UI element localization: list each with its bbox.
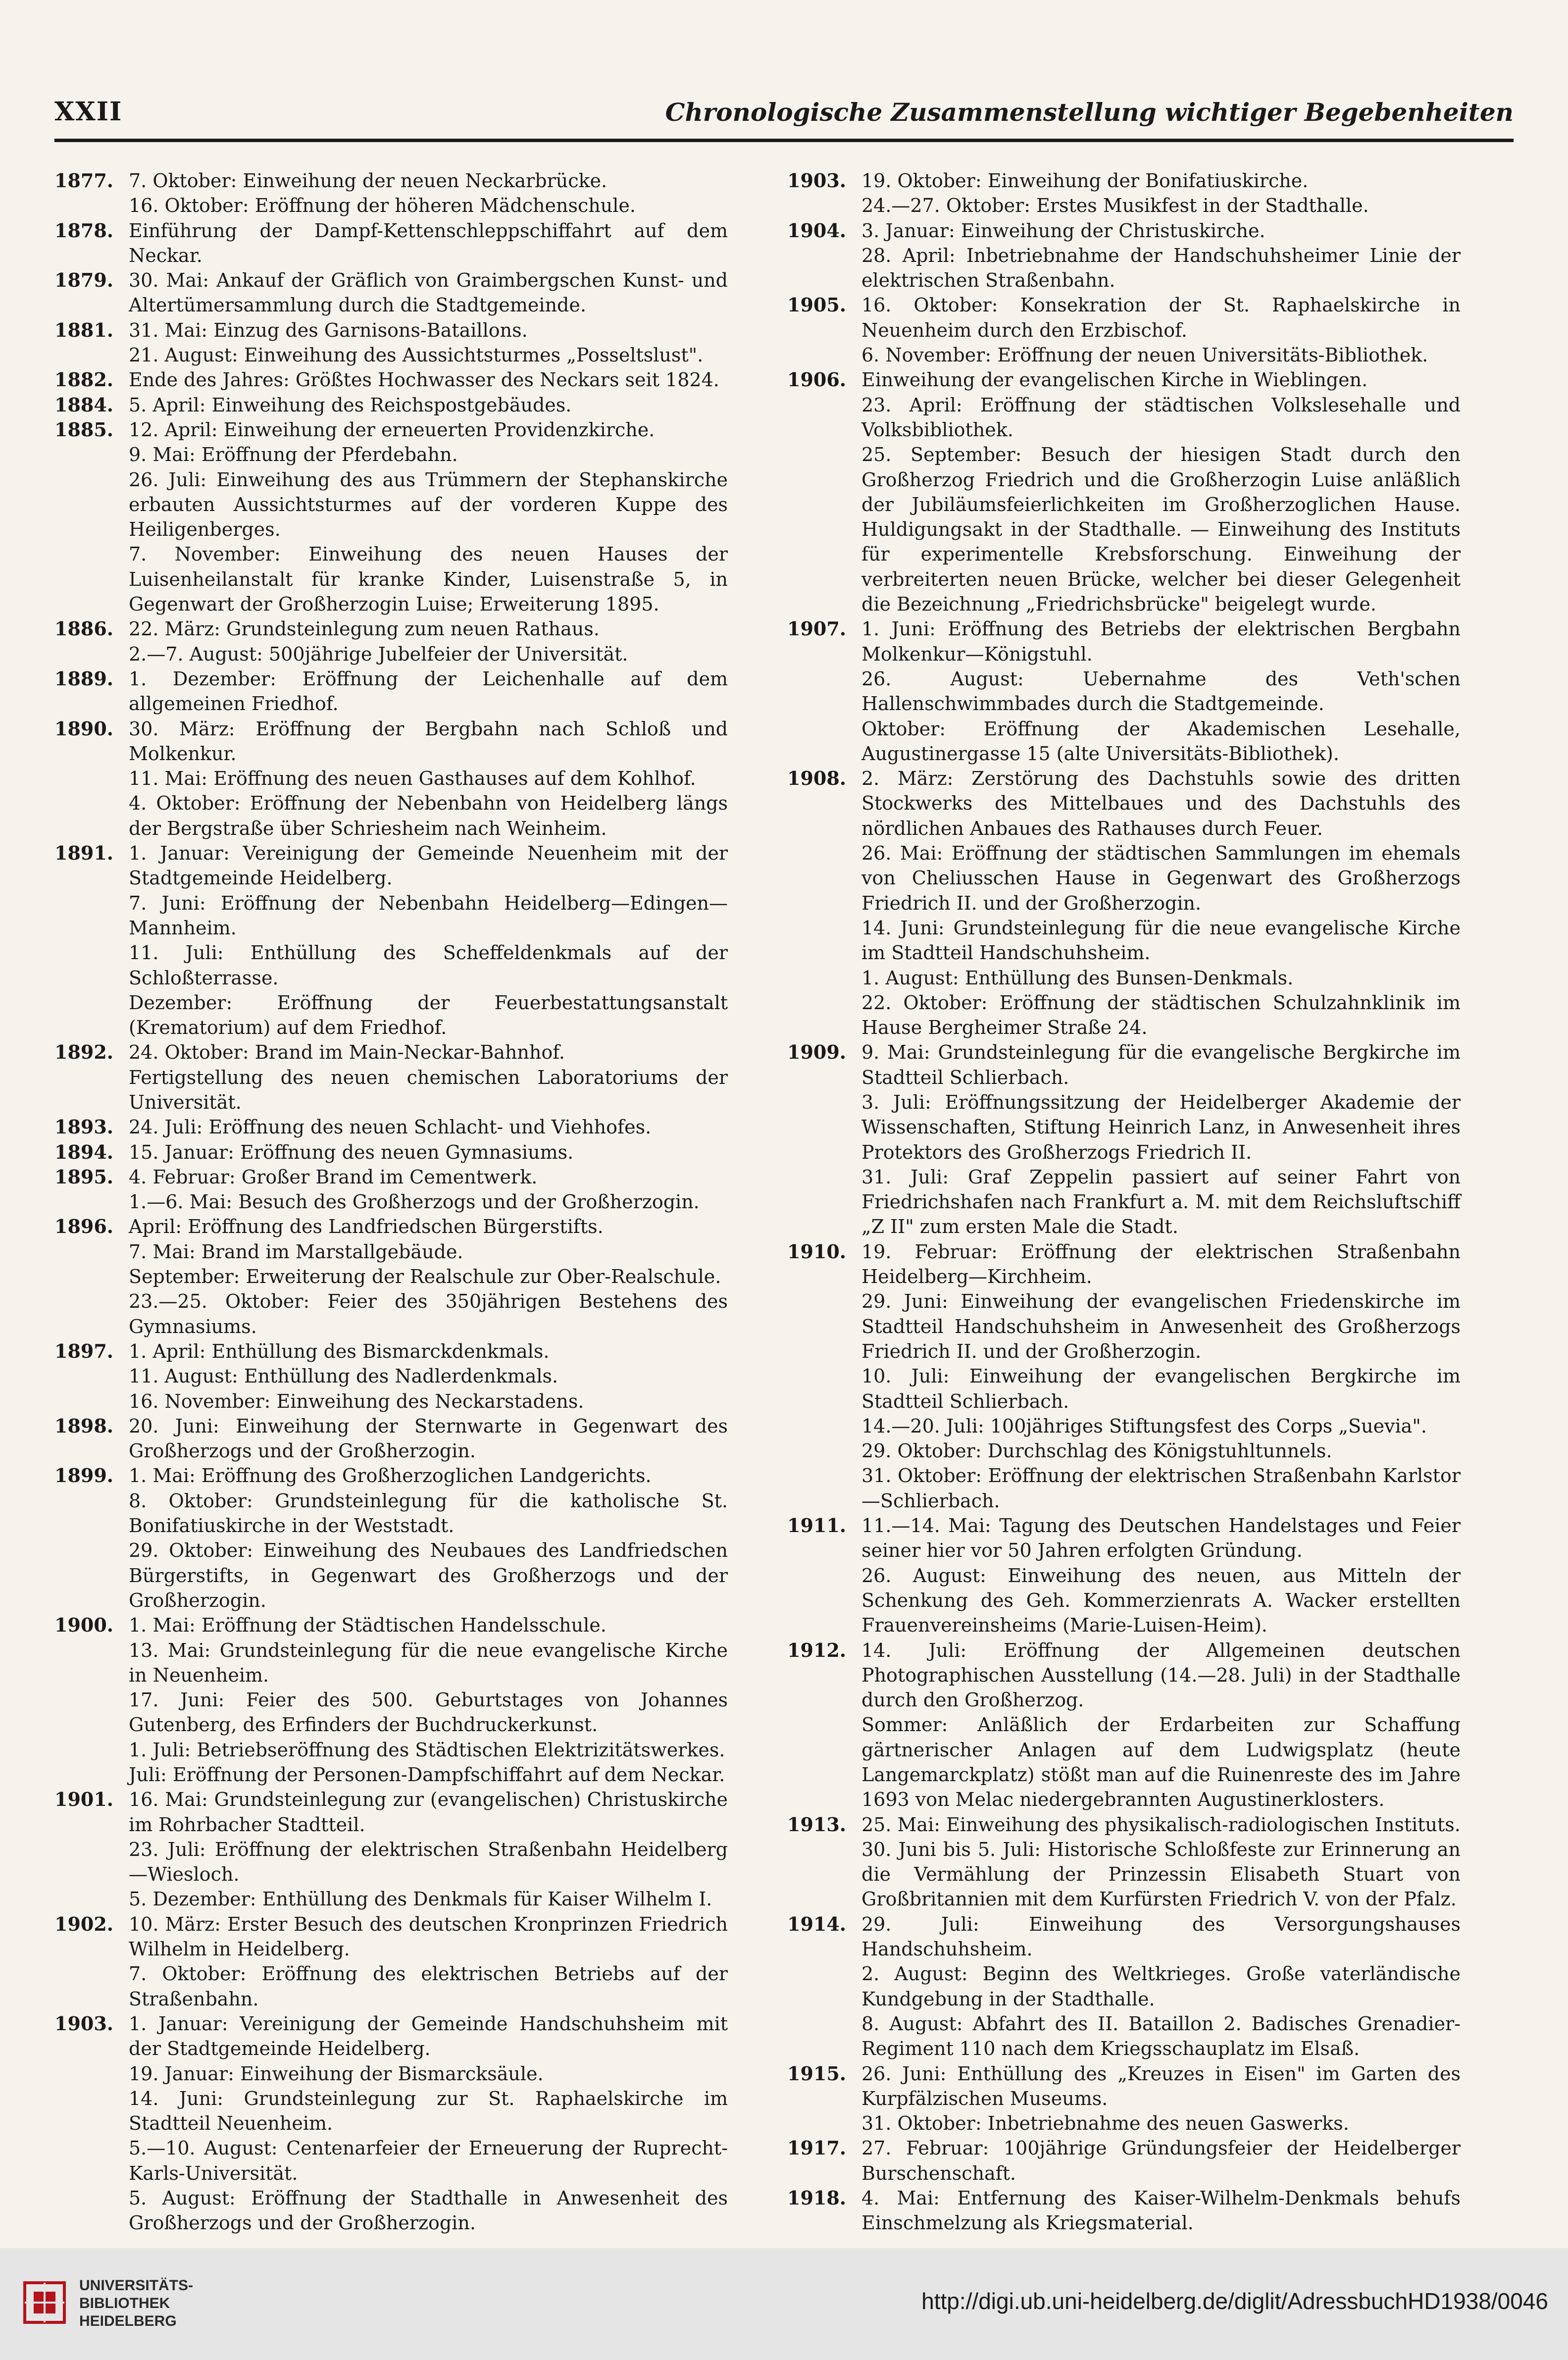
event-line: 29. Juni: Einweihung der evangelischen Friedenskirche im Stadtteil Handschuhsheim in Anwesenheit des Großherzogs Friedrich II. und der Großherzogin. <box>861 1290 1461 1362</box>
event-line: 11.—14. Mai: Tagung des Deutschen Handelstages und Feier seiner hier vor 50 Jahren erfolgten Gründung. <box>861 1515 1461 1562</box>
chronology-entry <box>787 293 1461 367</box>
event-line: Juli: Eröffnung der Personen-Dampfschiffahrt auf dem Neckar. <box>129 1764 725 1786</box>
entry-year: 1886. <box>54 617 113 640</box>
event-line: 1. Januar: Vereinigung der Gemeinde Neuenheim mit der Stadtgemeinde Heidelberg. <box>129 842 728 889</box>
entry-text <box>129 268 728 318</box>
entry-text <box>861 1513 1461 1638</box>
entry-year: 1881. <box>54 318 113 341</box>
event-line: 22. Oktober: Eröffnung der städtischen Schulzahnklinik im Hause Bergheimer Straße 24. <box>861 991 1461 1039</box>
entry-text <box>129 1214 728 1338</box>
event-line: 1. Mai: Eröffnung des Großherzoglichen Landgerichts. <box>129 1465 652 1487</box>
event-line: Oktober: Eröffnung der Akademischen Lesehalle, Augustinergasse 15 (alte Universitäts-Bibliothek). <box>861 718 1461 765</box>
chronology-entry <box>54 667 728 717</box>
event-line: 25. September: Besuch der hiesigen Stadt durch den Großherzog Friedrich und die Großherzogin Luise anläßlich der Jubiläumsfeierlichkeiten im Großherzoglichen Hause. Huldigungsakt in der Stadthalle. — Einweihung des Instituts für experimentelle Krebsforschung. Einweihung der verbreiterten neuen Brücke, welcher bei dieser Gelegenheit die Bezeichnung „Friedrichsbrücke" beigelegt wurde. <box>861 444 1461 616</box>
event-line: 11. August: Enthüllung des Nadlerdenkmals. <box>129 1365 558 1387</box>
library-name-line3: HEIDELBERG <box>79 2313 177 2329</box>
entry-year: 1908. <box>787 767 846 790</box>
event-line: 5.—10. August: Centenarfeier der Erneuerung der Ruprecht-Karls-Universität. <box>129 2137 728 2184</box>
event-line: 10. Juli: Einweihung der evangelischen Bergkirche im Stadtteil Schlierbach. <box>861 1365 1461 1412</box>
entry-year: 1912. <box>787 1639 846 1661</box>
entry-year: 1894. <box>54 1140 113 1163</box>
event-line: 8. Oktober: Grundsteinlegung für die katholische St. Bonifatiuskirche in der Weststadt. <box>129 1489 728 1537</box>
event-line: 23. April: Eröffnung der städtischen Volkslesehalle und Volksbibliothek. <box>861 394 1461 441</box>
library-name-line2: BIBLIOTHEK <box>79 2295 170 2311</box>
chronology-entry <box>54 268 728 318</box>
event-line: 8. August: Abfahrt des II. Bataillon 2. Badisches Grenadier-Regiment 110 nach dem Kriegsschauplatz im Elsaß. <box>861 2012 1461 2060</box>
entry-text <box>129 1040 728 1115</box>
event-line: 2.—7. August: 500jährige Jubelfeier der Universität. <box>129 643 628 665</box>
entry-text <box>861 2136 1461 2186</box>
chronology-entry <box>787 218 1461 293</box>
entry-text <box>129 393 728 417</box>
event-line: 25. Mai: Einweihung des physikalisch-radiologischen Instituts. <box>861 1813 1461 1836</box>
entry-year: 1900. <box>54 1614 113 1637</box>
entry-text <box>129 1463 728 1613</box>
event-line: 29. Oktober: Einweihung des Neubaues des Landfriedschen Bürgerstifts, in Gegenwart des Großherzogs und der Großherzogin. <box>129 1539 728 1611</box>
chronology-entry <box>54 1040 728 1115</box>
event-line: 1. Mai: Eröffnung der Städtischen Handelsschule. <box>129 1614 607 1637</box>
event-line: April: Eröffnung des Landfriedschen Bürgerstifts. <box>129 1216 604 1238</box>
entry-year: 1917. <box>787 2137 846 2159</box>
right-column <box>787 168 1461 2236</box>
event-line: 29. Oktober: Durchschlag des Königstuhltunnels. <box>861 1440 1332 1462</box>
library-logo[interactable] <box>20 2268 228 2342</box>
chronology-entry <box>787 766 1461 1040</box>
entry-text <box>129 1140 728 1165</box>
event-line: 4. Mai: Entfernung des Kaiser-Wilhelm-Denkmals behufs Einschmelzung als Kriegsmaterial. <box>861 2187 1461 2234</box>
footer-bar <box>0 2248 1568 2360</box>
chronology-entry <box>54 218 728 268</box>
event-line: 29. Juli: Einweihung des Versorgungshauses Handschuhsheim. <box>861 1913 1461 1960</box>
event-line: 11. Mai: Eröffnung des neuen Gasthauses auf dem Kohlhof. <box>129 768 696 790</box>
entry-year: 1911. <box>787 1514 846 1537</box>
event-line: 7. Oktober: Einweihung der neuen Neckarbrücke. <box>129 170 607 192</box>
entry-text <box>129 1115 728 1139</box>
event-line: 21. August: Einweihung des Aussichtsturmes „Posseltslust". <box>129 344 704 366</box>
event-line: 14. Juni: Grundsteinlegung für die neue evangelische Kirche im Stadtteil Handschuhsheim. <box>861 917 1461 964</box>
chronology-entry <box>54 1140 728 1165</box>
entry-text <box>129 367 728 392</box>
entry-year: 1903. <box>787 169 846 192</box>
event-line: 9. Mai: Grundsteinlegung für die evangelische Bergkirche im Stadtteil Schlierbach. <box>861 1041 1461 1088</box>
entry-year: 1909. <box>787 1041 846 1064</box>
entry-year: 1914. <box>787 1912 846 1935</box>
event-line: 1. Dezember: Eröffnung der Leichenhalle auf dem allgemeinen Friedhof. <box>129 667 728 715</box>
event-line: 4. Februar: Großer Brand im Cementwerk. <box>129 1166 538 1188</box>
page-header <box>54 92 1514 142</box>
entry-year: 1896. <box>54 1215 113 1238</box>
entry-year: 1892. <box>54 1041 113 1064</box>
event-line: 14.—20. Juli: 100jähriges Stiftungsfest des Corps „Suevia". <box>861 1415 1427 1437</box>
running-title: Chronologische Zusammenstellung wichtiger Begebenheiten <box>665 98 1514 127</box>
entry-text <box>129 1912 728 2011</box>
chronology-entry <box>54 417 728 616</box>
entry-text <box>129 616 728 667</box>
event-line: 15. Januar: Eröffnung des neuen Gymnasiums. <box>129 1141 574 1163</box>
entry-text <box>129 1414 728 1464</box>
event-line: 26. August: Einweihung des neuen, aus Mitteln der Schenkung des Geh. Kommerzienrats A. Wacker erstellten Frauenvereinsheims (Marie-Luisen-Heim). <box>861 1564 1461 1637</box>
event-line: 31. Juli: Graf Zeppelin passiert auf seiner Fahrt von Friedrichshafen nach Frankfurt a. M. mit dem Reichsluftschiff „Z II" zum ersten Male die Stadt. <box>861 1166 1461 1238</box>
entry-text <box>861 616 1461 766</box>
entry-year: 1884. <box>54 393 113 416</box>
entry-text <box>129 2011 728 2236</box>
chronology-entry <box>54 393 728 417</box>
entry-text <box>129 417 728 616</box>
chronology-entry <box>54 1613 728 1787</box>
chronology-entry <box>54 616 728 667</box>
entry-text <box>129 841 728 1040</box>
event-line: 14. Juli: Eröffnung der Allgemeinen deutschen Photographischen Ausstellung (14.—28. Juli) in der Stadthalle durch den Großherzog. <box>861 1639 1461 1711</box>
entry-text <box>861 1239 1461 1513</box>
chronology-entry <box>787 168 1461 218</box>
chronology-entry <box>787 2186 1461 2236</box>
entry-text <box>129 717 728 841</box>
entry-text <box>861 218 1461 293</box>
chronology-entry <box>54 1414 728 1464</box>
event-line: Ende des Jahres: Größtes Hochwasser des Neckars seit 1824. <box>129 369 719 391</box>
chronology-entry <box>787 2061 1461 2136</box>
event-line: 31. Oktober: Inbetriebnahme des neuen Gaswerks. <box>861 2112 1349 2135</box>
entry-text <box>861 293 1461 367</box>
event-line: 1. Juni: Eröffnung des Betriebs der elektrischen Bergbahn Molkenkur—Königstuhl. <box>861 618 1461 665</box>
entry-year: 1899. <box>54 1464 113 1487</box>
entry-year: 1913. <box>787 1813 846 1836</box>
event-line: 24. Juli: Eröffnung des neuen Schlacht- und Viehhofes. <box>129 1116 652 1138</box>
chronology-entry <box>54 2011 728 2236</box>
entry-year: 1890. <box>54 717 113 740</box>
entry-year: 1891. <box>54 842 113 865</box>
event-line: 14. Juni: Grundsteinlegung zur St. Raphaelskirche im Stadtteil Neuenheim. <box>129 2087 728 2135</box>
page-number: XXII <box>54 97 123 127</box>
entry-text <box>861 2186 1461 2236</box>
entry-year: 1905. <box>787 294 846 316</box>
event-line: 7. Juni: Eröffnung der Nebenbahn Heidelberg—Edingen—Mannheim. <box>129 892 728 939</box>
chronology-entry <box>54 717 728 841</box>
event-line: 23.—25. Oktober: Feier des 350jährigen Bestehens des Gymnasiums. <box>129 1290 728 1337</box>
event-line: Sommer: Anläßlich der Erdarbeiten zur Schaffung gärtnerischer Anlagen auf dem Ludwigsplatz (heute Langemarckplatz) stößt man auf die Ruinenreste des im Jahre 1693 von Melac niedergebrannten Augustinerklosters. <box>861 1714 1461 1811</box>
event-line: 24.—27. Oktober: Erstes Musikfest in der Stadthalle. <box>861 195 1369 217</box>
event-line: September: Erweiterung der Realschule zur Ober-Realschule. <box>129 1266 721 1288</box>
permalink-url[interactable]: http://digi.ub.uni-heidelberg.de/diglit/AdressbuchHD1938/0046 <box>921 2288 1548 2314</box>
entry-text <box>861 168 1461 218</box>
entry-text <box>861 2061 1461 2136</box>
event-line: 22. März: Grundsteinlegung zum neuen Rathaus. <box>129 618 600 640</box>
event-line: 6. November: Eröffnung der neuen Universitäts-Bibliothek. <box>861 344 1428 366</box>
event-line: 28. April: Inbetriebnahme der Handschuhsheimer Linie der elektrischen Straßenbahn. <box>861 244 1461 292</box>
event-line: 10. März: Erster Besuch des deutschen Kronprinzen Friedrich Wilhelm in Heidelberg. <box>129 1913 728 1960</box>
event-line: 19. Januar: Einweihung der Bismarcksäule. <box>129 2062 544 2085</box>
event-line: 5. August: Eröffnung der Stadthalle in Anwesenheit des Großherzogs und der Großherzogin. <box>129 2187 728 2234</box>
entry-year: 1877. <box>54 169 113 192</box>
event-line: 1.—6. Mai: Besuch des Großherzogs und der Großherzogin. <box>129 1191 700 1213</box>
event-line: 11. Juli: Enthüllung des Scheffeldenkmals auf der Schloßterrasse. <box>129 942 728 989</box>
entry-text <box>861 367 1461 616</box>
event-line: 31. Mai: Einzug des Garnisons-Bataillons. <box>129 319 528 341</box>
event-line: 31. Oktober: Eröffnung der elektrischen Straßenbahn Karlstor—Schlierbach. <box>861 1465 1461 1512</box>
chronology-entry <box>54 1787 728 1911</box>
entry-year: 1885. <box>54 418 113 441</box>
entry-text <box>129 318 728 368</box>
library-name <box>79 2277 193 2330</box>
event-line: 16. Oktober: Konsekration der St. Raphaelskirche in Neuenheim durch den Erzbischof. <box>861 294 1461 341</box>
chronology-entry <box>54 168 728 218</box>
event-line: 7. Oktober: Eröffnung des elektrischen Betriebs auf der Straßenbahn. <box>129 1963 728 2010</box>
event-line: Einführung der Dampf-Kettenschleppschiffahrt auf dem Neckar. <box>129 219 728 266</box>
entry-text <box>861 1912 1461 2061</box>
event-line: 26. Juli: Einweihung des aus Trümmern der Stephanskirche erbauten Aussichtsturmes auf der vorderen Kuppe des Heiligenberges. <box>129 468 728 541</box>
chronology-entry <box>54 1339 728 1414</box>
event-line: 5. April: Einweihung des Reichspostgebäudes. <box>129 394 572 416</box>
entry-year: 1902. <box>54 1912 113 1935</box>
entry-year: 1898. <box>54 1414 113 1437</box>
chronology-entry <box>787 1040 1461 1239</box>
chronology-entry <box>787 1912 1461 2061</box>
library-seal-icon <box>20 2278 69 2327</box>
chronology-entry <box>787 1513 1461 1638</box>
entry-year: 1906. <box>787 368 846 391</box>
event-line: 26. Juni: Enthüllung des „Kreuzes in Eisen" im Garten des Kurpfälzischen Museums. <box>861 2062 1461 2109</box>
chronology-entry <box>787 1812 1461 1912</box>
entry-year: 1915. <box>787 2062 846 2085</box>
chronology-entry <box>54 318 728 368</box>
event-line: 5. Dezember: Enthüllung des Denkmals für Kaiser Wilhelm I. <box>129 1888 712 1910</box>
entry-year: 1904. <box>787 219 846 242</box>
event-line: 30. Mai: Ankauf der Gräflich von Graimbergschen Kunst- und Altertümersammlung durch die Stadtgemeinde. <box>129 269 728 316</box>
chronology-entry <box>54 1165 728 1215</box>
entry-year: 1903. <box>54 2012 113 2035</box>
event-line: 16. Oktober: Eröffnung der höheren Mädchenschule. <box>129 195 636 217</box>
event-line: Fertigstellung des neuen chemischen Laboratoriums der Universität. <box>129 1066 728 1113</box>
entry-text <box>129 168 728 218</box>
event-line: 12. April: Einweihung der erneuerten Providenzkirche. <box>129 418 655 441</box>
event-line: 30. Juni bis 5. Juli: Historische Schloßfeste zur Erinnerung an die Vermählung der Prinzessin Elisabeth Stuart von Großbritannien mit dem Kurfürsten Friedrich V. von der Pfalz. <box>861 1838 1461 1910</box>
event-line: 17. Juni: Feier des 500. Geburtstages von Johannes Gutenberg, des Erfinders der Buchdruckerkunst. <box>129 1689 728 1736</box>
event-line: 27. Februar: 100jährige Gründungsfeier der Heidelberger Burschenschaft. <box>861 2137 1461 2184</box>
event-line: 20. Juni: Einweihung der Sternwarte in Gegenwart des Großherzogs und der Großherzogin. <box>129 1415 728 1462</box>
event-line: 1. Juli: Betriebseröffnung des Städtischen Elektrizitätswerkes. <box>129 1739 725 1761</box>
entry-year: 1879. <box>54 269 113 292</box>
chronology-entry <box>787 2136 1461 2186</box>
entry-year: 1907. <box>787 617 846 640</box>
event-line: Einweihung der evangelischen Kirche in Wieblingen. <box>861 369 1368 391</box>
event-line: 2. März: Zerstörung des Dachstuhls sowie des dritten Stockwerks des Mittelbaues und des Dachstuhls des nördlichen Anbaues des Rathauses durch Feuer. <box>861 768 1461 839</box>
entry-text <box>129 667 728 717</box>
entry-text <box>129 218 728 268</box>
entry-text <box>861 1638 1461 1812</box>
event-line: 3. Januar: Einweihung der Christuskirche. <box>861 219 1265 242</box>
entry-year: 1878. <box>54 219 113 242</box>
chronology-entry <box>54 1463 728 1613</box>
event-line: 24. Oktober: Brand im Main-Neckar-Bahnhof. <box>129 1041 565 1064</box>
event-line: 26. August: Uebernahme des Veth'schen Hallenschwimmbades durch die Stadtgemeinde. <box>861 667 1461 715</box>
chronology-entry <box>54 367 728 392</box>
entry-year: 1918. <box>787 2187 846 2209</box>
chronology-entry <box>54 1912 728 2011</box>
event-line: 26. Mai: Eröffnung der städtischen Sammlungen im ehemals von Cheliusschen Hause in Gegenwart des Großherzogs Friedrich II. und der Großherzogin. <box>861 842 1461 914</box>
event-line: Dezember: Eröffnung der Feuerbestattungsanstalt (Krematorium) auf dem Friedhof. <box>129 991 728 1039</box>
entry-year: 1895. <box>54 1165 113 1188</box>
event-line: 3. Juli: Eröffnungssitzung der Heidelberger Akademie der Wissenschaften, Stiftung Heinrich Lanz, in Anwesenheit ihres Protektors des Großherzogs Friedrich II. <box>861 1091 1461 1163</box>
event-line: 13. Mai: Grundsteinlegung für die neue evangelische Kirche in Neuenheim. <box>129 1639 728 1686</box>
chronology-entry <box>787 1239 1461 1513</box>
event-line: 2. August: Beginn des Weltkrieges. Große vaterländische Kundgebung in der Stadthalle. <box>861 1963 1461 2010</box>
entry-text <box>129 1787 728 1911</box>
event-line: 16. November: Einweihung des Neckarstadens. <box>129 1390 584 1412</box>
entry-year: 1882. <box>54 368 113 391</box>
entry-text <box>861 766 1461 1040</box>
event-line: 16. Mai: Grundsteinlegung zur (evangelischen) Christuskirche im Rohrbacher Stadtteil. <box>129 1789 728 1836</box>
entry-text <box>129 1613 728 1787</box>
entry-year: 1897. <box>54 1339 113 1362</box>
entry-year: 1910. <box>787 1240 846 1263</box>
chronology-entry <box>54 1115 728 1139</box>
chronology-entry <box>787 616 1461 766</box>
chronology-entry <box>787 367 1461 616</box>
entry-text <box>129 1165 728 1215</box>
event-line: 7. November: Einweihung des neuen Hauses der Luisenheilanstalt für kranke Kinder, Luisenstraße 5, in Gegenwart der Großherzogin Luise; Erweiterung 1895. <box>129 543 728 616</box>
event-line: 23. Juli: Eröffnung der elektrischen Straßenbahn Heidelberg—Wiesloch. <box>129 1838 728 1886</box>
event-line: 7. Mai: Brand im Marstallgebäude. <box>129 1240 463 1263</box>
entry-year: 1889. <box>54 667 113 690</box>
entry-year: 1901. <box>54 1788 113 1811</box>
event-line: 19. Februar: Eröffnung der elektrischen Straßenbahn Heidelberg—Kirchheim. <box>861 1240 1461 1288</box>
library-name-line1: UNIVERSITÄTS- <box>79 2277 194 2294</box>
event-line: 9. Mai: Eröffnung der Pferdebahn. <box>129 444 458 466</box>
event-line: 4. Oktober: Eröffnung der Nebenbahn von Heidelberg längs der Bergstraße über Schriesheim nach Weinheim. <box>129 792 728 839</box>
event-line: 1. August: Enthüllung des Bunsen-Denkmals. <box>861 967 1294 989</box>
event-line: 30. März: Eröffnung der Bergbahn nach Schloß und Molkenkur. <box>129 718 728 765</box>
entry-text <box>861 1040 1461 1239</box>
chronology-entry <box>54 1214 728 1338</box>
entry-text <box>129 1339 728 1414</box>
event-line: 1. Januar: Vereinigung der Gemeinde Handschuhsheim mit der Stadtgemeinde Heidelberg. <box>129 2012 728 2060</box>
chronology-entry <box>54 841 728 1040</box>
chronology-entry <box>787 1638 1461 1812</box>
entry-year: 1893. <box>54 1116 113 1138</box>
entry-text <box>861 1812 1461 1912</box>
event-line: 19. Oktober: Einweihung der Bonifatiuskirche. <box>861 170 1309 192</box>
left-column <box>54 168 728 2236</box>
event-line: 1. April: Enthüllung des Bismarckdenkmals. <box>129 1340 550 1362</box>
